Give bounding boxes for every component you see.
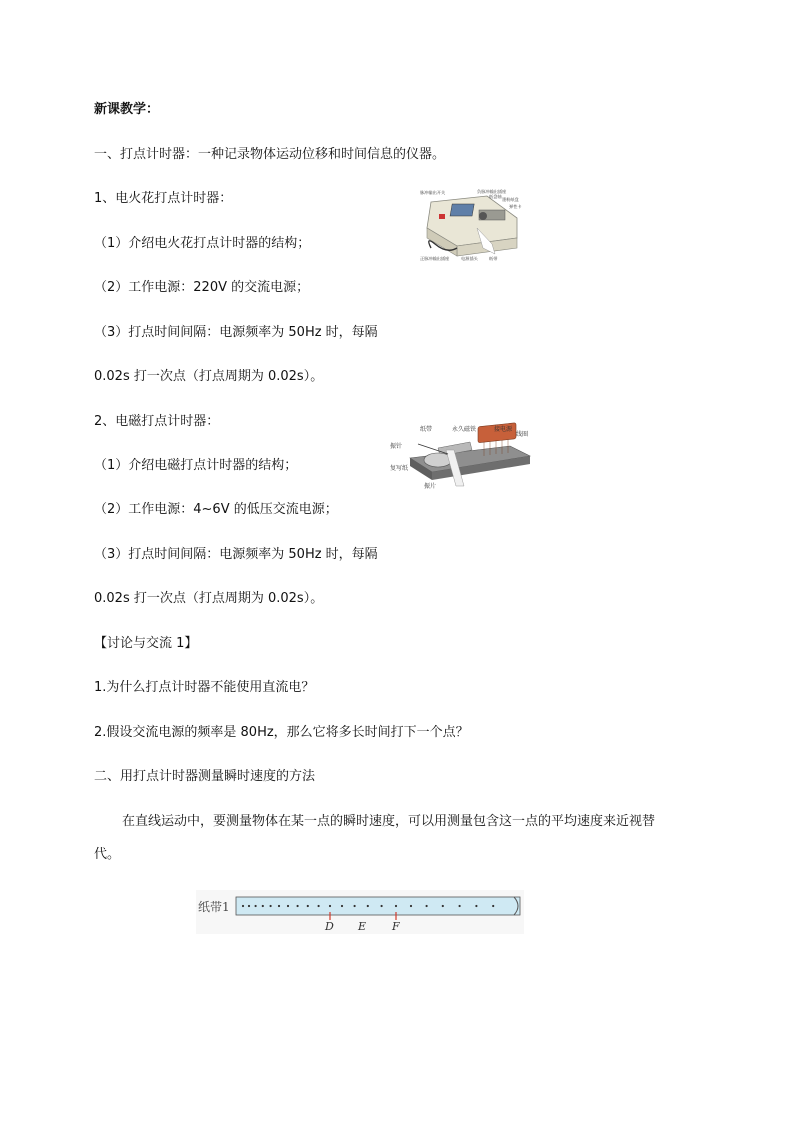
tape-dot	[395, 905, 397, 907]
spark-timer-heading: 1、电火花打点计时器：	[94, 191, 233, 206]
tape-dot	[459, 905, 461, 907]
em-timer-heading: 2、电磁打点计时器：	[94, 414, 220, 429]
point-d-label: D	[325, 920, 334, 933]
point-f-label: F	[392, 920, 400, 933]
spark-timer-item3: （3）打点时间间隔：电源频率为 50Hz 时，每隔	[94, 325, 378, 340]
discussion-q2: 2.假设交流电源的频率是 80Hz，那么它将多长时间打下一个点？	[94, 725, 469, 740]
tape-figure	[196, 890, 524, 934]
tape-dot	[367, 905, 369, 907]
spark-label-pulse-switch: 脉冲输出开关	[420, 190, 446, 195]
section2-title: 二、用打点计时器测量瞬时速度的方法	[94, 769, 316, 784]
spark-timer-figure	[417, 188, 532, 262]
tape-dot	[492, 905, 494, 907]
em-label-carbon: 复写纸	[390, 465, 409, 472]
tape-label: 纸带1	[198, 900, 230, 914]
tape-dot	[442, 905, 444, 907]
section2-paragraph-line2: 代。	[94, 847, 121, 862]
tape-dot	[242, 905, 244, 907]
em-label-magnet: 永久磁铁	[452, 426, 477, 433]
tape-dot	[287, 905, 289, 907]
discussion-heading: 【讨论与交流 1】	[94, 636, 198, 651]
tape-dot	[297, 905, 299, 907]
em-timer-item2: （2）工作电源：4~6V 的低压交流电源；	[94, 502, 338, 517]
spark-label-ink-disc: 墨粉纸盘	[502, 197, 519, 202]
em-label-needle: 振针	[390, 443, 403, 450]
tape-dot	[410, 905, 412, 907]
em-label-coil: 线圈	[516, 431, 529, 438]
em-label-plate: 振片	[424, 483, 437, 490]
tape-dot	[381, 905, 383, 907]
section1-title: 一、打点计时器：一种记录物体运动位移和时间信息的仪器。	[94, 147, 446, 162]
tape-dot	[341, 905, 343, 907]
tape-dot	[329, 905, 331, 907]
em-label-tape: 纸带	[420, 426, 433, 433]
lesson-heading: 新课教学：	[94, 102, 160, 117]
section2-paragraph-line1: 在直线运动中，要测量物体在某一点的瞬时速度，可以用测量包含这一点的平均速度来近视替	[122, 814, 656, 829]
em-timer-item3-cont: 0.02s 打一次点（打点周期为 0.02s）。	[94, 591, 324, 606]
point-e-label: E	[358, 920, 367, 933]
em-timer-figure	[390, 422, 534, 490]
spark-label-neg-socket: 负脉冲输出插座	[477, 189, 507, 194]
em-timer-item3: （3）打点时间间隔：电源频率为 50Hz 时，每隔	[94, 547, 378, 562]
tape-dot	[270, 905, 272, 907]
spark-label-pos-socket: 正脉冲输出插座	[420, 256, 450, 261]
em-label-power: 接电源	[494, 426, 513, 433]
tape-dot	[255, 905, 257, 907]
tape-dot	[248, 905, 250, 907]
tape-dot	[354, 905, 356, 907]
tape-dot	[307, 905, 309, 907]
spark-label-disc-axis: 纸盘轴	[489, 194, 502, 199]
spark-timer-item2: （2）工作电源：220V 的交流电源；	[94, 280, 310, 295]
tape-dot	[318, 905, 320, 907]
tape-dot	[426, 905, 428, 907]
spark-timer-item1: （1）介绍电火花打点计时器的结构；	[94, 236, 311, 251]
spark-label-clip: 弹性卡	[509, 204, 522, 209]
spark-timer-item3-cont: 0.02s 打一次点（打点周期为 0.02s）。	[94, 369, 324, 384]
em-timer-item1: （1）介绍电磁打点计时器的结构；	[94, 458, 298, 473]
tape-dot	[262, 905, 264, 907]
spark-label-plug: 电源插头	[461, 256, 478, 261]
spark-label-tape: 纸带	[489, 256, 498, 261]
tape-dot	[278, 905, 280, 907]
tape-dot	[475, 905, 477, 907]
discussion-q1: 1.为什么打点计时器不能使用直流电？	[94, 680, 315, 695]
